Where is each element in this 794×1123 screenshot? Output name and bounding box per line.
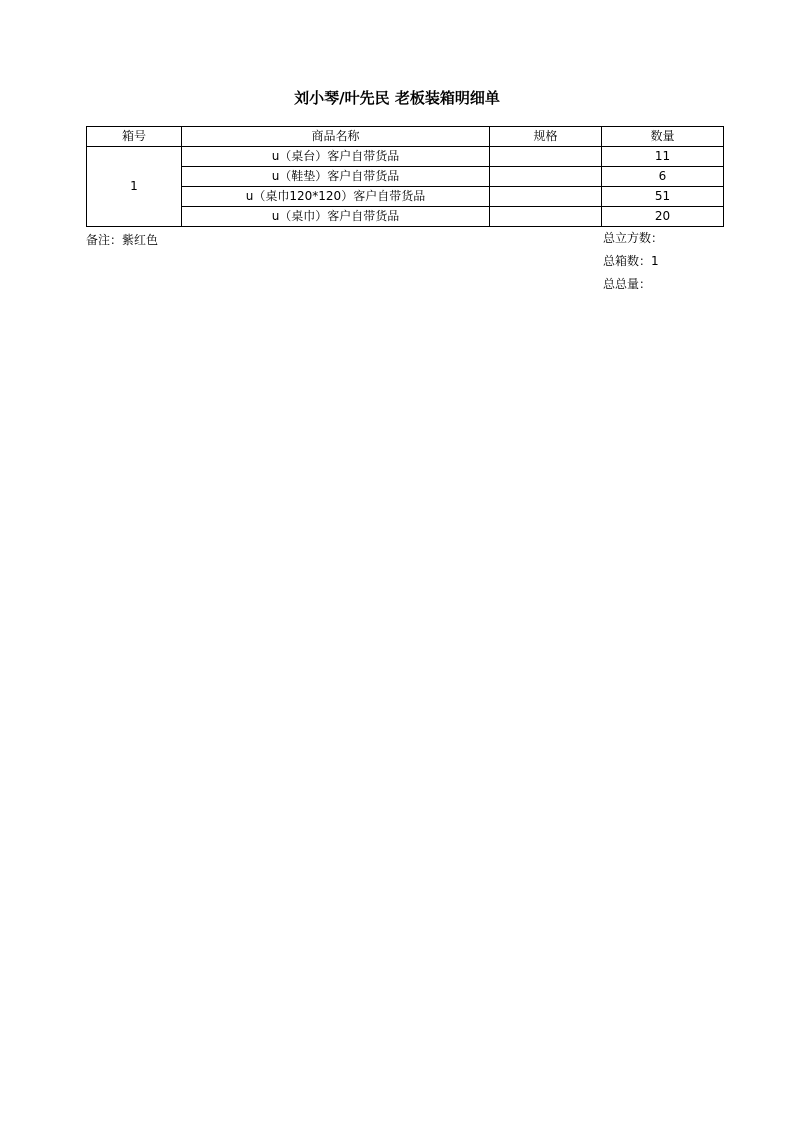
summary-block bbox=[603, 230, 663, 299]
product-name-cell: u（鞋垫）客户自带货品 bbox=[182, 167, 490, 187]
table-row bbox=[87, 147, 724, 167]
spec-cell bbox=[490, 187, 602, 207]
spec-cell bbox=[490, 167, 602, 187]
header-box-no: 箱号 bbox=[87, 127, 182, 147]
product-name-cell: u（桌巾）客户自带货品 bbox=[182, 207, 490, 227]
quantity-cell: 51 bbox=[602, 187, 724, 207]
total-boxes-label: 总箱数：1 bbox=[603, 254, 659, 268]
header-spec: 规格 bbox=[490, 127, 602, 147]
table-row bbox=[87, 207, 724, 227]
quantity-cell: 20 bbox=[602, 207, 724, 227]
product-name-cell: u（桌台）客户自带货品 bbox=[182, 147, 490, 167]
table-row bbox=[87, 187, 724, 207]
total-volume-label: 总立方数： bbox=[603, 231, 664, 245]
header-product-name: 商品名称 bbox=[182, 127, 490, 147]
header-quantity: 数量 bbox=[602, 127, 724, 147]
document-title: 刘小琴/叶先民 老板装箱明细单 bbox=[294, 89, 500, 107]
spec-cell bbox=[490, 207, 602, 227]
table-row bbox=[87, 167, 724, 187]
remark-note: 备注：紫红色 bbox=[86, 233, 159, 247]
product-name-cell: u（桌巾120*120）客户自带货品 bbox=[182, 187, 490, 207]
packing-list-table bbox=[86, 126, 724, 227]
quantity-cell: 11 bbox=[602, 147, 724, 167]
spec-cell bbox=[490, 147, 602, 167]
box-number-cell: 1 bbox=[87, 147, 182, 227]
table-header-row bbox=[87, 127, 724, 147]
quantity-cell: 6 bbox=[602, 167, 724, 187]
total-weight-label: 总总量： bbox=[603, 277, 652, 291]
